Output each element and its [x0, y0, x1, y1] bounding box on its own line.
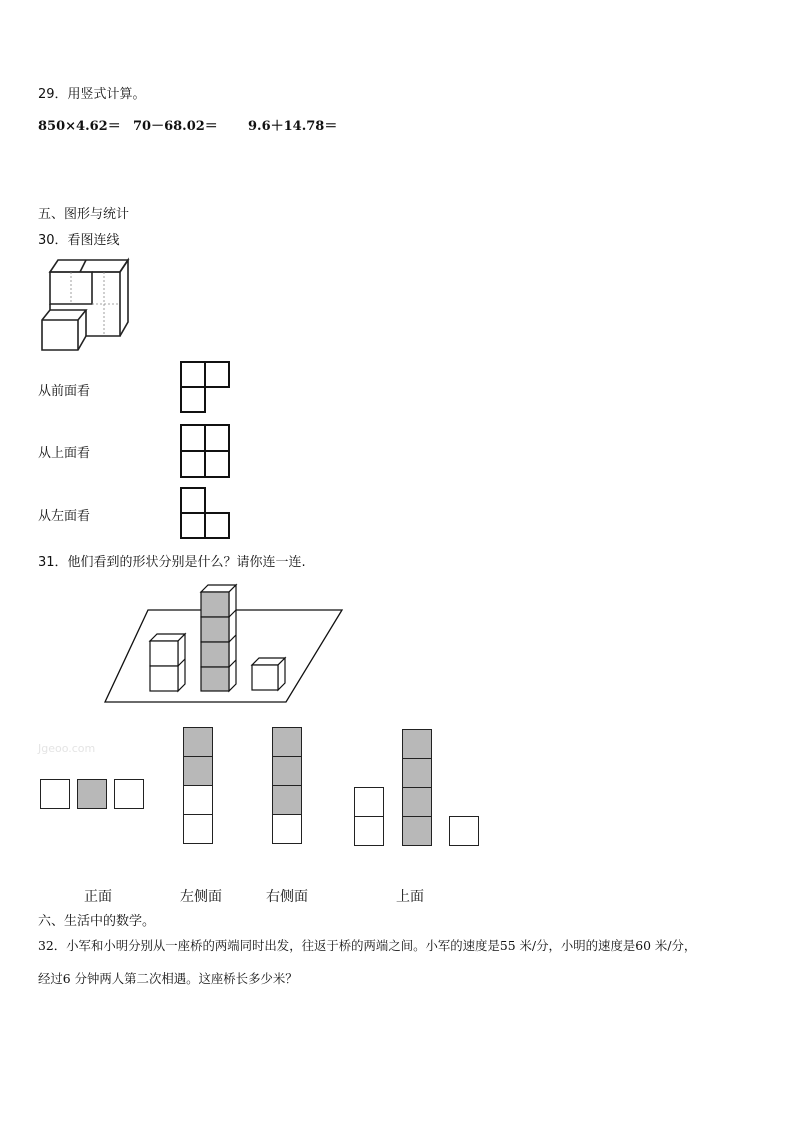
watermark: Jgeoo.com	[38, 742, 96, 755]
q30-view-top-label: 从上面看	[38, 446, 91, 461]
option3-square	[272, 814, 302, 844]
label-front: 正面	[84, 889, 112, 905]
option1-square	[114, 779, 144, 809]
option4-square	[449, 816, 479, 846]
q30-cube-drawing	[38, 252, 134, 356]
option3-square-grey	[272, 727, 302, 757]
option4-square	[354, 816, 384, 846]
q29-expr-3: 9.6＋14.78＝	[248, 119, 338, 134]
option4-square-grey	[402, 729, 432, 759]
section6-heading: 六、生活中的数学。	[38, 914, 156, 929]
q29-expr-1: 850×4.62＝	[38, 119, 121, 134]
option2-square-grey	[183, 756, 213, 786]
option4-square-grey	[402, 816, 432, 846]
q30-shape-b	[178, 423, 232, 479]
q30-shape-c	[178, 486, 232, 540]
q29-expr-2: 70－68.02＝	[133, 119, 218, 134]
option1-square-grey	[77, 779, 107, 809]
option2-square	[183, 814, 213, 844]
q32-line-2: 经过6 分钟两人第二次相遇。这座桥长多少米？	[38, 971, 298, 986]
q30-shape-a	[178, 360, 230, 414]
q31-title: 31．他们看到的形状分别是什么？请你连一连.	[38, 555, 306, 570]
option2-square-grey	[183, 727, 213, 757]
q32-line-1: 32．小军和小明分别从一座桥的两端同时出发，往返于桥的两端之间。小军的速度是55 米/分，小明的速度是60 米/分，	[38, 938, 697, 953]
label-right-side: 右侧面	[266, 889, 308, 905]
q29-title: 29．用竖式计算。	[38, 87, 146, 102]
option4-square	[354, 787, 384, 817]
option4-square-grey	[402, 758, 432, 788]
q31-scene	[100, 580, 350, 710]
option4-square-grey	[402, 787, 432, 817]
q30-view-left-label: 从左面看	[38, 509, 91, 524]
option1-square	[40, 779, 70, 809]
option3-square-grey	[272, 756, 302, 786]
option3-square-grey	[272, 785, 302, 815]
q30-view-front-label: 从前面看	[38, 384, 91, 399]
option2-square	[183, 785, 213, 815]
section5-heading: 五、图形与统计	[38, 207, 130, 222]
label-top: 上面	[396, 889, 424, 905]
label-left-side: 左侧面	[180, 889, 222, 905]
q30-title: 30．看图连线	[38, 233, 120, 248]
